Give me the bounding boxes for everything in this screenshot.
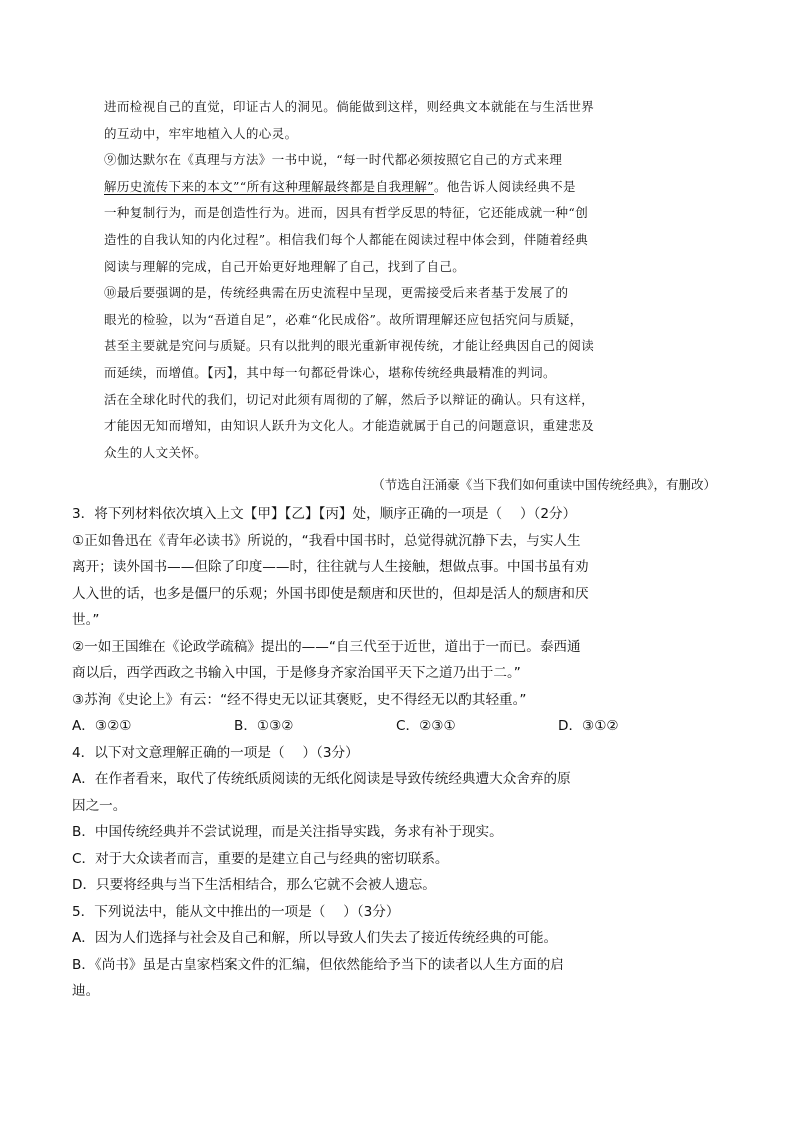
blank-marker-bing: 【丙】	[207, 364, 234, 380]
passage-line: 造性的自我认知的内化过程”。相信我们每个人都能在阅读过程中体会到，伴随着经典	[104, 231, 589, 247]
passage-line: 眼光的检验，以为“吾道自足”，必难“化民成俗”。故所谓理解还应包括究问与质疑，	[104, 311, 583, 327]
question-4-stem: 4．以下对文意理解正确的一项是（ ）（3分）	[72, 744, 359, 761]
question-4-option-a[interactable]: A．在作者看来，取代了传统纸质阅读的无纸化阅读是导致传统经典遭大众舍弃的原	[72, 771, 571, 787]
passage-line: 众生的人文关怀。	[104, 444, 208, 460]
passage-line: 一种复制行为，而是创造性行为。进而，因具有哲学反思的特征，它还能成就一种“创	[104, 205, 589, 221]
question-3-material: 世。”	[72, 612, 100, 628]
underlined-quote: 解历史流传下来的本文”“所有这种理解最终都是自我理解”	[104, 178, 434, 194]
option-d[interactable]: D．③①②	[558, 718, 619, 734]
option-c[interactable]: C．②③①	[396, 718, 456, 734]
passage-line-rest: 。他告诉人阅读经典不是	[433, 178, 576, 194]
passage-line: 甚至主要就是究问与质疑。只有以批判的眼光重新审视传统，才能让经典因自己的阅读	[104, 338, 595, 354]
passage-line: ⑩最后要强调的是，传统经典需在历史流程中呈现，更需接受后来者基于发展了的	[104, 285, 569, 301]
question-5-option-a[interactable]: A．因为人们选择与社会及自己和解，所以导致人们失去了接近传统经典的可能。	[72, 930, 558, 946]
passage-line: 的互动中，牢牢地植入人的心灵。	[104, 125, 298, 141]
question-4-option-a-cont[interactable]: 因之一。	[72, 797, 127, 814]
question-3-stem: 3．将下列材料依次填入上文【甲】【乙】【丙】处，顺序正确的一项是（ ）（2分）	[72, 506, 577, 522]
question-5-option-b[interactable]: B．《尚书》虽是古皇家档案文件的汇编，但依然能给予当下的读者以人生方面的启	[72, 956, 564, 973]
passage-line-rest: ，其中每一句都砭骨诛心，堪称传统经典最精准的判词。	[233, 364, 556, 380]
question-3-material: ②一如王国维在《论政学疏稿》提出的——“自三代至于近世，道出于一而已。泰西通	[72, 638, 581, 655]
passage-line: 阅读与理解的完成，自己开始更好地理解了自己，找到了自己。	[104, 258, 466, 274]
question-4-option-d[interactable]: D．只要将经典与当下生活相结合，那么它就不会被人遗忘。	[72, 877, 436, 893]
option-b[interactable]: B．①③②	[234, 718, 294, 734]
question-5-stem: 5．下列说法中，能从文中推出的一项是（ ）（3分）	[72, 903, 400, 920]
question-3-material: 离开；读外国书——但除了印度——时，往往就与人生接触，想做点事。中国书虽有劝	[72, 559, 589, 575]
question-3-material: 商以后，西学西政之书输入中国，于是修身齐家治国平天下之道乃出于二。”	[72, 665, 521, 681]
option-a[interactable]: A．③②①	[72, 718, 132, 734]
passage-line: 活在全球化时代的我们，切记对此须有周彻的了解，然后予以辩证的确认。只有这样，	[104, 391, 595, 407]
passage-source: （节选自汪涌豪《当下我们如何重读中国传统经典》，有删改）	[372, 477, 716, 492]
passage-line: ⑨伽达默尔在《真理与方法》一书中说，“每一时代都必须按照它自己的方式来理	[104, 152, 563, 168]
passage-line-blank	[104, 360, 664, 387]
question-4-option-b[interactable]: B．中国传统经典并不尝试说理，而是关注指导实践，务求有补于现实。	[72, 824, 503, 840]
passage-line-start: 而延续，而增值。	[104, 364, 208, 380]
question-3-material: ①正如鲁迅在《青年必读书》所说的，“我看中国书时，总觉得就沉静下去，与实人生	[72, 532, 581, 549]
questions-section	[72, 501, 732, 1005]
question-4-option-c[interactable]: C．对于大众读者而言，重要的是建立自己与经典的密切联系。	[72, 850, 449, 867]
question-3-options	[72, 713, 732, 740]
reading-passage	[104, 94, 664, 466]
question-3-material: 人入世的话，也多是僵尸的乐观；外国书即使是颓唐和厌世的，但却是活人的颓唐和厌	[72, 585, 589, 602]
passage-line-underlined	[104, 174, 664, 201]
passage-line: 才能因无知而增知，由知识人跃升为文化人。才能造就属于自己的问题意识，重建悲及	[104, 418, 595, 434]
passage-line: 进而检视自己的直觉，印证古人的洞见。倘能做到这样，则经典文本就能在与生活世界	[104, 99, 595, 114]
question-3-material: ③苏洵《史论上》有云：“经不得史无以证其褒贬，史不得经无以酌其轻重。”	[72, 691, 527, 708]
question-5-option-b-cont[interactable]: 迪。	[72, 983, 100, 999]
